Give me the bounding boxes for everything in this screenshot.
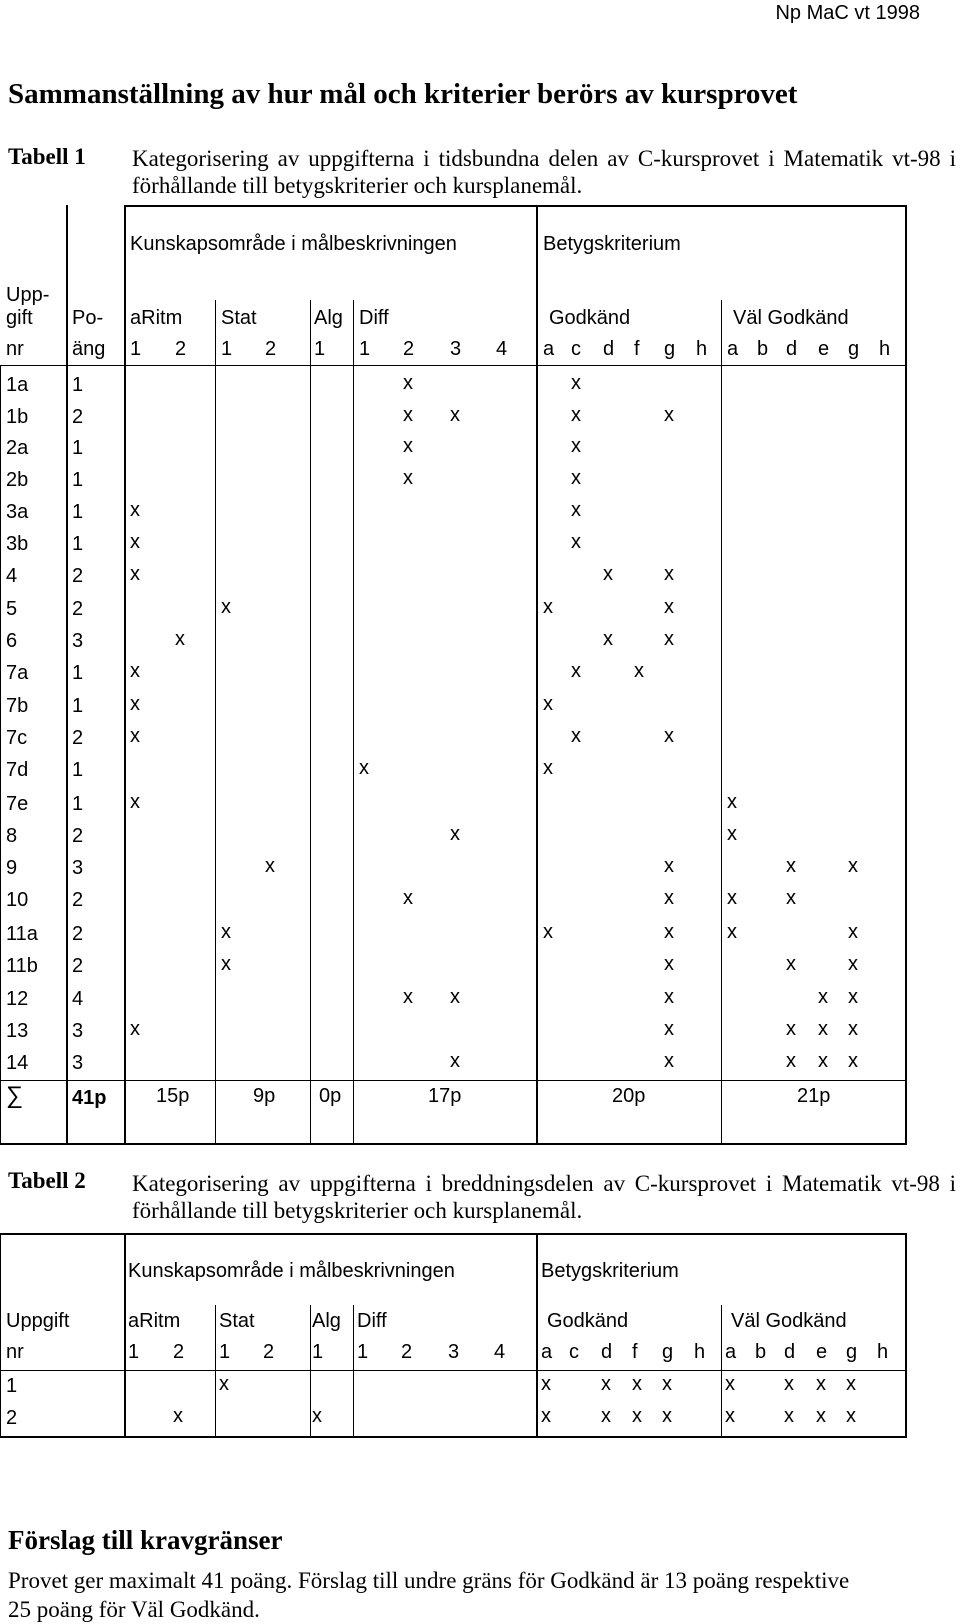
table2-subheader-cell: f [632,1341,638,1363]
table1-mark: x [848,986,858,1008]
table2-subheader-cell: 2 [401,1341,413,1363]
table1-mark: x [727,791,737,813]
table2-vline-aritm [215,1305,216,1438]
table2-left-border [0,1233,1,1438]
table1-subheader-cell: 2 [265,338,277,360]
table2-mark: x [784,1373,794,1395]
table1-mark: x [818,1018,828,1040]
table1-subheader-cell: f [634,338,640,360]
table1-row-nr: 7e [6,793,29,815]
table2-subheader-cell: d [784,1341,796,1363]
table1-row-nr: 2b [6,469,29,491]
table1-row-points: 3 [72,630,84,652]
table2-mark: x [846,1373,856,1395]
table2-subheader-cell: 4 [494,1341,506,1363]
table1-subheader-cell: g [848,338,860,360]
table1-cat-godkand: Godkänd [549,307,631,329]
table2-mark: x [632,1373,642,1395]
table2-subheader-cell: a [541,1341,553,1363]
table1-mark: x [664,887,674,909]
table2-cat-diff: Diff [357,1310,387,1332]
table1-mark: x [403,435,413,457]
table2-cat-alg: Alg [312,1310,341,1332]
table1-mark: x [359,757,369,779]
table1-mark: x [571,404,581,426]
table1-row-points: 2 [72,889,84,911]
table1-sum-stat: 9p [253,1085,276,1107]
table1-col-po: Po- [72,307,104,329]
table2-vline-diff [536,1233,538,1438]
table1-mark: x [664,404,674,426]
table2-subheader-cell: 1 [128,1341,140,1363]
table2-col-uppgift: Uppgift [6,1310,70,1332]
table2-cat-aritm: aRitm [128,1310,181,1332]
table1-subheader-cell: 1 [359,338,371,360]
table1-subheader-cell: b [757,338,769,360]
table1-mark: x [664,986,674,1008]
table2-header-rule [0,1370,907,1371]
table2-mark: x [662,1373,672,1395]
table1-mark: x [571,499,581,521]
table1-row-points: 1 [72,662,84,684]
table2-vline-stat [310,1305,311,1438]
table1-row-nr: 7a [6,662,29,684]
table1-row-points: 3 [72,1020,84,1042]
table1-mark: x [221,596,231,618]
table1-mark: x [664,596,674,618]
table1-row-points: 3 [72,857,84,879]
table1-row-points: 1 [72,374,84,396]
table1-subheader-cell: 1 [314,338,326,360]
table1-sum-points: 41p [72,1087,107,1109]
table1-row-nr: 9 [6,857,18,879]
table1-col-nr: nr [6,338,24,360]
table1-row-nr: 11a [6,923,38,945]
table1-col-gift: gift [6,307,33,329]
table2-mark: x [312,1405,322,1427]
table1-subheader-cell: 1 [130,338,142,360]
table1-row-points: 2 [72,598,84,620]
table2-mark: x [541,1373,551,1395]
table1-mark: x [543,921,553,943]
table2-subheader-cell: 3 [448,1341,460,1363]
table1-mark: x [571,660,581,682]
table1-row-points: 1 [72,501,84,523]
table1-row-nr: 4 [6,565,18,587]
table2-col-nr: nr [6,1341,24,1363]
table1-subheader-cell: e [818,338,830,360]
table1-mark: x [403,404,413,426]
table1-row-nr: 7c [6,727,28,749]
table1-row-points: 2 [72,406,84,428]
table1-mark: x [848,921,858,943]
table2-subheader-cell: 1 [219,1341,231,1363]
table2-subheader-cell: 1 [357,1341,369,1363]
table1-sum-aritm: 15p [156,1085,190,1107]
table2-group-betyg: Betygskriterium [541,1260,679,1282]
table1-row-points: 4 [72,988,84,1010]
table1-mark: x [727,823,737,845]
table1-subheader-cell: d [603,338,615,360]
table1-row-nr: 7b [6,695,29,717]
table1-mark: x [848,855,858,877]
table1-mark: x [130,499,140,521]
table1-mark: x [848,1050,858,1072]
section-text-kravgranser: Provet ger maximalt 41 poäng. Förslag till undre gräns för Godkänd är 13 poäng respektive 25 poäng för Väl Godkänd. [8,1568,850,1622]
table1-mark: x [221,921,231,943]
table1-subheader-cell: 3 [450,338,462,360]
table1-row-points: 1 [72,793,84,815]
table2-mark: x [662,1405,672,1427]
table1-row-nr: 12 [6,988,29,1010]
table1-row-points: 2 [72,565,84,587]
table1-row-nr: 6 [6,630,18,652]
table1-row-points: 1 [72,533,84,555]
table1-sum-godkand: 20p [612,1085,646,1107]
table1-subheader-cell: h [879,338,891,360]
table1-mark: x [403,467,413,489]
table1-mark: x [543,757,553,779]
table2-mark: x [846,1405,856,1427]
table2-mark: x [725,1405,735,1427]
table1-cat-diff: Diff [359,307,389,329]
table2-mark: x [784,1405,794,1427]
table1-row-points: 1 [72,759,84,781]
table2-subheader-cell: h [877,1341,889,1363]
table1-mark: x [130,791,140,813]
table2-right-border [905,1233,907,1438]
table1-mark: x [571,531,581,553]
table1-subheader-cell: 1 [221,338,233,360]
table1-sum-alg: 0p [319,1085,342,1107]
table2-mark: x [632,1405,642,1427]
table1-row-nr: 1b [6,406,29,428]
table1-row-nr: 14 [6,1052,29,1074]
table2-mark: x [816,1373,826,1395]
table1-mark: x [664,563,674,585]
table1-mark: x [130,693,140,715]
table1-mark: x [403,887,413,909]
table2-caption: Kategorisering av uppgifterna i breddningsdelen av C-kursprovet i Matematik vt-98 i förhållande till betygskriterier och kursplanemål. [132,1171,956,1223]
table1-row-points: 3 [72,1052,84,1074]
table2-row-nr: 2 [6,1407,18,1429]
table2-vline-nr [124,1233,126,1438]
table1-row-points: 2 [72,923,84,945]
table1-row-points: 2 [72,955,84,977]
table1-mark: x [664,725,674,747]
table2-cat-valgodkand: Väl Godkänd [731,1310,847,1332]
table1-cat-aritm: aRitm [130,307,183,329]
table1-mark: x [664,953,674,975]
table2-row-nr: 1 [6,1375,18,1397]
table2-mark: x [219,1373,229,1395]
table2-subheader-cell: c [569,1341,579,1363]
table2-subheader-cell: e [816,1341,828,1363]
table2-mark: x [173,1405,183,1427]
table1-mark: x [571,725,581,747]
table2-subheader-cell: 2 [263,1341,275,1363]
table1-row-points: 1 [72,437,84,459]
table1-mark: x [786,1018,796,1040]
table1-mark: x [664,628,674,650]
header-right: Np MaC vt 1998 [775,2,920,24]
table2-subheader-cell: 2 [173,1341,185,1363]
table1-row-points: 1 [72,695,84,717]
table2-vline-godkand [721,1305,722,1438]
table2-subheader-cell: h [694,1341,706,1363]
table2-subheader-cell: g [846,1341,858,1363]
table1-cat-alg: Alg [314,307,343,329]
table1-label: Tabell 1 [8,144,86,169]
table1-subheader-cell: 2 [403,338,415,360]
table1-row-nr: 8 [6,825,18,847]
table1-row-nr: 10 [6,889,29,911]
table1-row-nr: 13 [6,1020,29,1042]
table2-mark: x [541,1405,551,1427]
table1-sum-valgodkand: 21p [797,1085,831,1107]
table1-mark: x [543,693,553,715]
table1-mark: x [664,855,674,877]
table2-cat-stat: Stat [219,1310,255,1332]
table1-sum-diff: 17p [428,1085,462,1107]
table2-mark: x [601,1373,611,1395]
table1-mark: x [221,953,231,975]
table1-subheader-cell: a [727,338,739,360]
table2-vline-alg [353,1305,354,1438]
table1-row-nr: 2a [6,437,29,459]
table2-bottom-border [0,1436,907,1438]
table1-col-upp: Upp- [6,284,50,306]
table1-mark: x [130,725,140,747]
table1-mark: x [571,467,581,489]
table1-mark: x [848,1018,858,1040]
table1-mark: x [450,1050,460,1072]
table1-row-nr: 7d [6,759,29,781]
table1-row-nr: 5 [6,598,18,620]
table1-sum-symbol: ∑ [6,1082,24,1109]
table1-mark: x [403,986,413,1008]
table1-mark: x [786,1050,796,1072]
table1-mark: x [403,372,413,394]
table1-caption: Kategorisering av uppgifterna i tidsbundna delen av C-kursprovet i Matematik vt-98 i förhållande till betygskriterier och kursplanemål. [132,146,956,198]
table1-mark: x [265,855,275,877]
table1-row-points: 2 [72,727,84,749]
table1-mark: x [664,1018,674,1040]
table1-mark: x [130,563,140,585]
section-title-kravgranser: Förslag till kravgränser [8,1525,283,1555]
table2-label: Tabell 2 [8,1168,86,1193]
page-title: Sammanställning av hur mål och kriterier berörs av kursprovet [8,78,798,110]
table1-subheader-cell: 2 [175,338,187,360]
table1-mark: x [543,596,553,618]
table1-mark: x [450,823,460,845]
table1-group-betyg: Betygskriterium [543,233,681,255]
table1-row-nr: 1a [6,374,29,396]
table1-mark: x [818,986,828,1008]
table1-mark: x [848,953,858,975]
table1-mark: x [450,986,460,1008]
table1-row-points: 1 [72,469,84,491]
table2-group-kunskap: Kunskapsområde i målbeskrivningen [128,1260,455,1282]
table1-mark: x [130,660,140,682]
table1-mark: x [175,628,185,650]
table2-cat-godkand: Godkänd [547,1310,629,1332]
table2-top-border [0,1233,907,1235]
table1-mark: x [727,921,737,943]
table1-subheader-cell: c [571,338,581,360]
table2-subheader-cell: d [601,1341,613,1363]
table1-row-nr: 3a [6,501,29,523]
table1-subheader-cell: h [696,338,708,360]
table1-subheader-cell: d [786,338,798,360]
table1-cat-stat: Stat [221,307,257,329]
table1-mark: x [786,887,796,909]
table1-mark: x [603,563,613,585]
table1-row-points: 2 [72,825,84,847]
table1-subheader-cell: 4 [496,338,508,360]
table2-mark: x [816,1405,826,1427]
table1-col-ang: äng [72,338,106,360]
table1-group-kunskap: Kunskapsområde i målbeskrivningen [130,233,457,255]
table1-mark: x [603,628,613,650]
table2-subheader-cell: 1 [312,1341,324,1363]
table1-cat-valgodkand: Väl Godkänd [733,307,849,329]
table1-mark: x [664,1050,674,1072]
table1-mark: x [571,372,581,394]
table1-mark: x [786,953,796,975]
table1-mark: x [634,660,644,682]
table2-subheader-cell: a [725,1341,737,1363]
table1-mark: x [571,435,581,457]
table1-row-nr: 3b [6,533,29,555]
table2-mark: x [601,1405,611,1427]
table1-mark: x [818,1050,828,1072]
table1-mark: x [786,855,796,877]
table1-mark: x [130,531,140,553]
table1-mark: x [727,887,737,909]
table1-subheader-cell: a [543,338,555,360]
table2-subheader-cell: b [755,1341,767,1363]
table1-row-nr: 11b [6,955,38,977]
table1-mark: x [450,404,460,426]
table1-mark: x [664,921,674,943]
table2-mark: x [725,1373,735,1395]
table2-subheader-cell: g [662,1341,674,1363]
table1-subheader-cell: g [664,338,676,360]
table1-mark: x [130,1018,140,1040]
